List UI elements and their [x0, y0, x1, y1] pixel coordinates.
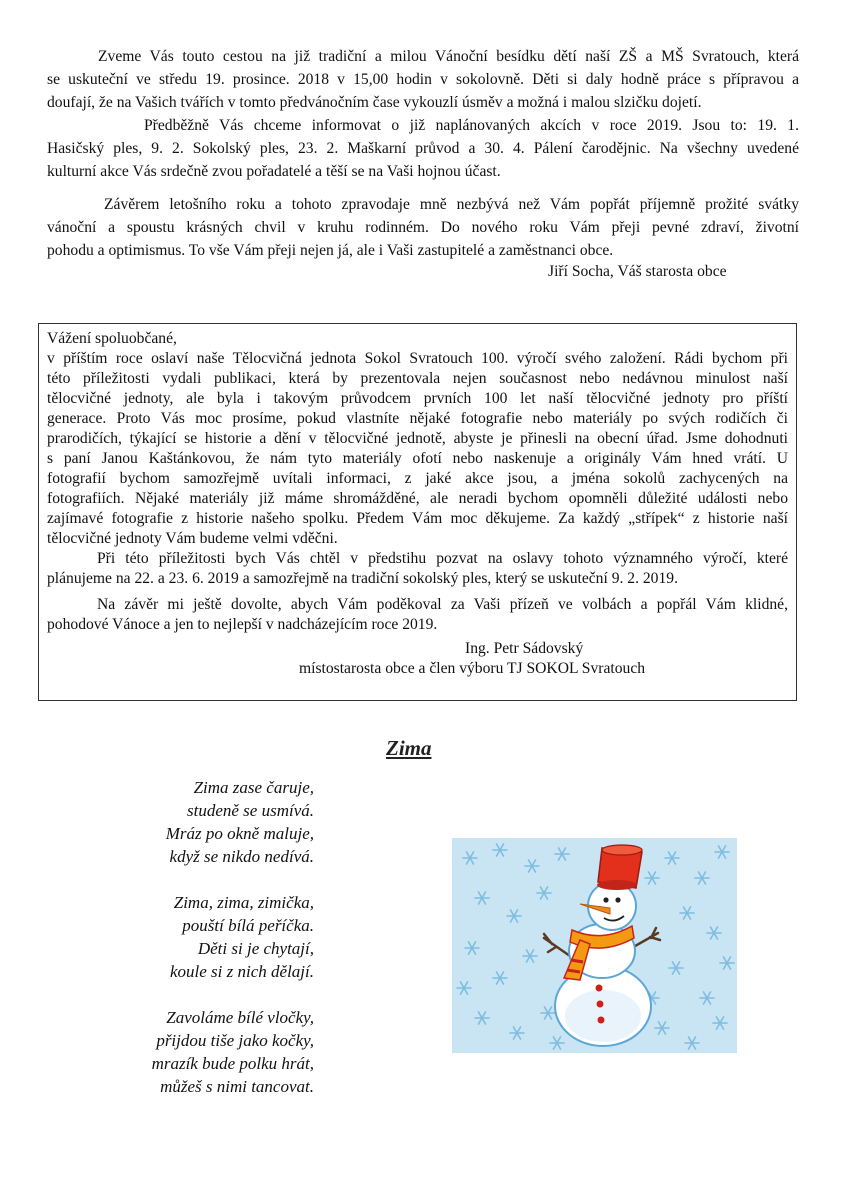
notice-line: této příležitosti vydali publikaci, která by prezentovala nejen současnost nebo nedávnou minulost naší: [47, 370, 788, 387]
eye: [615, 897, 620, 902]
notice-line: prarodičích, týkající se historie a dění v tělocvičné jednotě, abyste je přinesli na obecní úřad. Jsme dohodnuti: [47, 430, 788, 447]
notice-line: zajímavé fotografie z historie našeho spolku. Předem Vám moc děkujeme. Za každý „střípek“ z historie naší: [47, 510, 788, 527]
poem-title: Zima: [386, 736, 432, 760]
notice-line: generace. Proto Vás moc prosíme, pokud vlastníte nějaké fotografie nebo materiály po svých rodičích či: [47, 410, 788, 427]
poem-line: pouští bílá peříčka.: [182, 916, 314, 935]
poem-line: když se nikdo nedívá.: [169, 847, 314, 866]
poem-line: koule si z nich dělají.: [169, 962, 314, 981]
intro-p1-line3: doufají, že na Vašich tvářích v tomto předvánočním čase vykouzlí úsměv a možná i malou slzičku dojetí.: [47, 94, 702, 111]
button: [596, 985, 603, 992]
intro-p1-line2: se uskuteční ve středu 19. prosince. 2018 v 15,00 hodin v sokolovně. Děti si daly hodně práce s přípravou a: [47, 71, 799, 88]
poem-line: Mráz po okně maluje,: [165, 824, 314, 843]
poem-text: [118, 776, 314, 1121]
button: [598, 1017, 605, 1024]
poem-line: mrazík bude polku hrát,: [151, 1054, 314, 1073]
eye: [603, 897, 608, 902]
button: [597, 1001, 604, 1008]
poem-line: můžeš s nimi tancovat.: [160, 1077, 314, 1096]
notice-signature-role: místostarosta obce a člen výboru TJ SOKOL Svratouch: [299, 660, 646, 677]
snowman-illustration: [452, 838, 737, 1053]
mayor-signature: Jiří Socha, Váš starosta obce: [548, 263, 727, 280]
sokol-notice-box: [38, 323, 797, 701]
notice-salutation: Vážení spoluobčané,: [47, 330, 177, 347]
intro-p3-line2: vánoční a spoustu krásných chvil v kruhu rodinném. Do nového roku Vám přeji pevné zdraví, životní: [47, 219, 799, 236]
notice-line: pohodové Vánoce a jen to nejlepší v nadcházejícím roce 2019.: [47, 616, 438, 633]
intro-p3-line1: Závěrem letošního roku a tohoto zpravodaje mně nezbývá než Vám popřát příjemně prožité svátky: [104, 196, 799, 213]
poem-stanza: [118, 891, 314, 983]
notice-line: v příštím roce oslaví naše Tělocvičná jednota Sokol Svratouch 100. výročí svého založení. Rádi bychom při: [47, 350, 788, 367]
intro-p1-line1: Zveme Vás touto cestou na již tradiční a milou Vánoční besídku dětí naší ZŠ a MŠ Svratouch, která: [98, 48, 799, 65]
intro-p2-line1: Předběžně Vás chceme informovat o již naplánovaných akcích v roce 2019. Jsou to: 19. 1.: [144, 117, 799, 134]
notice-line: tělocvičné jednoty, ale byla i takovým průvodcem prvních 100 let naší tělocvičné jednoty pro příští: [47, 390, 788, 407]
poem-stanza: [118, 1006, 314, 1098]
intro-p3-line3: pohodu a optimismus. To vše Vám přeji nejen já, ale i Vaši zastupitelé a zaměstnanci obce.: [47, 242, 614, 259]
poem-line: studeně se usmívá.: [186, 801, 314, 820]
notice-signature-name: Ing. Petr Sádovský: [465, 640, 584, 657]
poem-line: Zavoláme bílé vločky,: [166, 1008, 314, 1027]
notice-line: tělocvičné jednoty Vám budeme velmi vděčni.: [47, 530, 338, 547]
poem-stanza: [118, 776, 314, 868]
notice-line: Při této příležitosti bych Vás chtěl v předstihu pozvat na oslavy tohoto významného výročí, které: [97, 550, 788, 567]
notice-line: plánujeme na 22. a 23. 6. 2019 a samozřejmě na tradiční sokolský ples, který se uskuteční 9. 2. 2019.: [47, 570, 678, 587]
poem-line: Děti si je chytají,: [197, 939, 314, 958]
notice-line: s paní Janou Kaštánkovou, že nám tyto materiály ofotí nebo naskenuje a originály Vám hned vrátí. U: [47, 450, 788, 467]
notice-line: fotografiích. Nějaké materiály již máme shromážděné, ale neradi bychom opomněli důležité události nebo: [47, 490, 788, 507]
notice-line: Na závěr mi ještě dovolte, abych Vám poděkoval za Vaši přízeň ve volbách a popřál Vám klidné,: [97, 596, 788, 613]
notice-line: fotografií bychom samozřejmě uvítali informaci, z jaké akce jsou, a jména sokolů zachycených na: [47, 470, 788, 487]
intro-p2-line3: kulturní akce Vás srdečně zvou pořadatelé a těší se na Vaši hojnou účast.: [47, 163, 501, 180]
intro-p2-line2: Hasičský ples, 9. 2. Sokolský ples, 23. 2. Maškarní průvod a 30. 4. Pálení čarodějnic. Na všechny uvedené: [47, 140, 799, 157]
poem-line: Zima zase čaruje,: [193, 778, 314, 797]
poem-line: přijdou tiše jako kočky,: [156, 1031, 314, 1050]
poem-line: Zima, zima, zimička,: [173, 893, 314, 912]
